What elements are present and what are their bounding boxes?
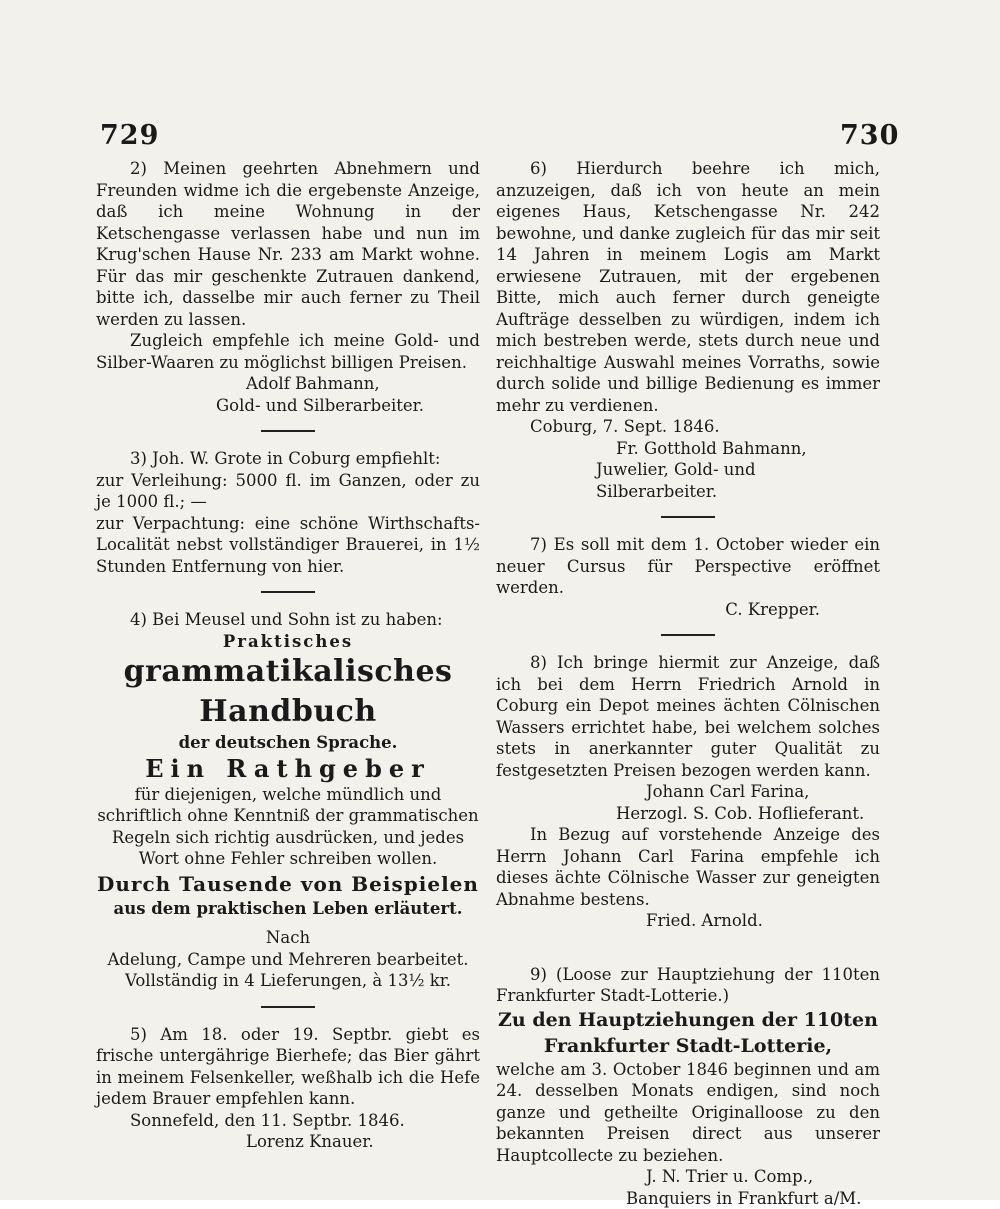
ad-8: [496, 652, 880, 932]
ad-4-kicker: Praktisches: [96, 631, 480, 653]
ad-4-title2: Ein Rathgeber: [96, 754, 480, 784]
ad-5-text: 5) Am 18. oder 19. Septbr. giebt es frische untergährige Bierhefe; das Bier gährt in meinem Felsenkeller, weßhalb ich die Hefe jedem Brauer empfehlen kann.: [96, 1024, 480, 1110]
ad-2-signature-title: Gold- und Silberarbeiter.: [96, 395, 480, 417]
ad-7: [496, 534, 880, 620]
ad-8-text2: In Bezug auf vorstehende Anzeige des Herrn Johann Carl Farina empfehle ich dieses ächte Cölnische Wasser zur geneigten Abnahme bestens.: [496, 824, 880, 910]
ad-9: [496, 964, 880, 1209]
ad-3-line1: 3) Joh. W. Grote in Coburg empfiehlt:: [96, 448, 480, 470]
page-number-left: 729: [100, 120, 159, 151]
ad-9-text: welche am 3. October 1846 beginnen und am 24. desselben Monats endigen, sind noch ganze und getheilte Originalloose zu den bekannten Preisen direct aus unserer Hauptcollecte zu beziehen.: [496, 1059, 880, 1167]
page-number-right: 730: [840, 120, 899, 151]
ad-4-nach: Nach: [96, 927, 480, 949]
ad-3: [96, 448, 480, 577]
ad-8-signature-name: Johann Carl Farina,: [496, 781, 880, 803]
left-column: [96, 158, 480, 1153]
ad-7-text: 7) Es soll mit dem 1. October wieder ein neuer Cursus für Perspective eröffnet werden.: [496, 534, 880, 599]
ad-6-signature-name: Fr. Gotthold Bahmann,: [496, 438, 880, 460]
ad-7-signature: C. Krepper.: [496, 599, 880, 621]
ad-4-price: Vollständig in 4 Lieferungen, à 13½ kr.: [96, 970, 480, 992]
ad-9-signature-name: J. N. Trier u. Comp.,: [496, 1166, 880, 1188]
divider: [661, 634, 715, 636]
ad-5-place-date: Sonnefeld, den 11. Septbr. 1846.: [96, 1110, 480, 1132]
ad-2-text: 2) Meinen geehrten Abnehmern und Freunden widme ich die ergebenste Anzeige, daß ich meine Wohnung in der Ketschengasse verlassen habe und nun im Krug'schen Hause Nr. 233 am Markt wohne. Für das mir geschenkte Zutrauen dankend, bitte ich, dasselbe mir auch ferner zu Theil werden zu lassen.: [96, 158, 480, 330]
ad-4-title3: Durch Tausende von Beispielen: [96, 870, 480, 898]
ad-8-signature-title: Herzogl. S. Cob. Hoflieferant.: [496, 803, 880, 825]
ad-2-text2: Zugleich empfehle ich meine Gold- und Silber-Waaren zu möglichst billigen Preisen.: [96, 330, 480, 373]
ad-3-line3: zur Verpachtung: eine schöne Wirthschafts-Localität nebst vollständiger Brauerei, in 1½ Stunden Entfernung von hier.: [96, 513, 480, 578]
ad-9-signature-title: Banquiers in Frankfurt a/M.: [496, 1188, 880, 1209]
ad-4-subtitle2: aus dem praktischen Leben erläutert.: [96, 898, 480, 920]
ad-5: [96, 1024, 480, 1153]
ad-2: [96, 158, 480, 416]
ad-4-authors: Adelung, Campe und Mehreren bearbeitet.: [96, 949, 480, 971]
ad-5-signature: Lorenz Knauer.: [96, 1131, 480, 1153]
ad-9-headline: Zu den Hauptziehungen der 110ten Frankfurter Stadt-Lotterie,: [496, 1007, 880, 1059]
ad-9-line1: 9) (Loose zur Hauptziehung der 110ten Frankfurter Stadt-Lotterie.): [496, 964, 880, 1007]
ad-6-text: 6) Hierdurch beehre ich mich, anzuzeigen, daß ich von heute an mein eigenes Haus, Ketschengasse Nr. 242 bewohne, und danke zugleich für das mir seit 14 Jahren in meinem Logis am Markt erwiesene Zutrauen, mit der ergebenen Bitte, mich auch ferner durch geneigte Aufträge desselben zu würdigen, indem ich mich bestreben werde, stets durch neue und reichhaltige Auswahl meines Vorraths, sowie durch solide und billige Bedienung es immer mehr zu verdienen.: [496, 158, 880, 416]
ad-6-place-date: Coburg, 7. Sept. 1846.: [496, 416, 880, 438]
ad-3-line2: zur Verleihung: 5000 fl. im Ganzen, oder zu je 1000 fl.; —: [96, 470, 480, 513]
ad-8-signature2: Fried. Arnold.: [496, 910, 880, 932]
ad-4-subtitle: der deutschen Sprache.: [96, 732, 480, 754]
ad-8-text: 8) Ich bringe hiermit zur Anzeige, daß ich bei dem Herrn Friedrich Arnold in Coburg ein Depot meines ächten Cölnischen Wassers errichtet habe, bei welchem solches stets in anerkannter guter Qualität zu festgesetzten Preisen bezogen werden kann.: [496, 652, 880, 781]
divider: [261, 430, 315, 432]
ad-4: [96, 609, 480, 992]
divider: [261, 591, 315, 593]
ad-2-signature-name: Adolf Bahmann,: [96, 373, 480, 395]
ad-6: [496, 158, 880, 502]
divider: [261, 1006, 315, 1008]
ad-4-title: grammatikalisches Handbuch: [96, 652, 480, 732]
ad-4-intro: 4) Bei Meusel und Sohn ist zu haben:: [96, 609, 480, 631]
right-column: [496, 158, 880, 1209]
ad-6-signature-title: Juwelier, Gold- und Silberarbeiter.: [496, 459, 880, 502]
divider: [661, 516, 715, 518]
ad-4-description: für diejenigen, welche mündlich und schriftlich ohne Kenntniß der grammatischen Regeln sich richtig ausdrücken, und jedes Wort ohne Fehler schreiben wollen.: [96, 784, 480, 870]
